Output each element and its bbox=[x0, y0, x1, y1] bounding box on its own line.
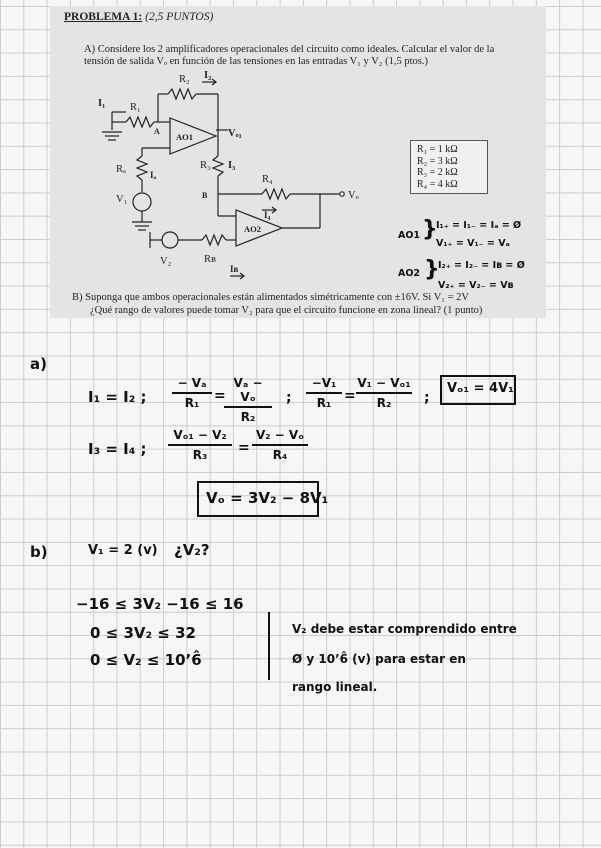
fraction-4 bbox=[356, 376, 412, 410]
conclusion-line2: Ø y 10’6̂ (v) para estar en bbox=[292, 652, 466, 666]
label-i4: I₄ bbox=[264, 210, 271, 220]
label-rb: Rʙ bbox=[204, 254, 216, 265]
fraction-3-den: R₁ bbox=[316, 396, 332, 410]
label-r3: R₃ bbox=[200, 160, 211, 171]
separator-1: ; bbox=[286, 390, 292, 406]
equals-2: = bbox=[344, 388, 356, 404]
value-r4: R₄ = 4 kΩ bbox=[417, 178, 458, 190]
value-r3: R₃ = 2 kΩ bbox=[417, 167, 458, 178]
label-vo1: Vₒ₁ bbox=[228, 128, 242, 139]
inequality-3: 0 ≤ V₂ ≤ 10’6̂ bbox=[90, 651, 202, 669]
component-values-box bbox=[410, 140, 488, 194]
equals-1: = bbox=[214, 388, 226, 404]
fraction-1-den: R₁ bbox=[184, 396, 200, 410]
inequality-1: −16 ≤ 3V₂ −16 ≤ 16 bbox=[76, 595, 244, 613]
question-v2: ¿V₂? bbox=[174, 541, 210, 559]
part-a-text-line1: A) Considere los 2 amplificadores operacionales del circuito como ideales. Calcular el valor de la bbox=[84, 44, 495, 55]
result-box-2 bbox=[197, 481, 329, 517]
fraction-5-bar bbox=[168, 444, 232, 446]
conclusion-brace-icon bbox=[268, 612, 273, 680]
note-ao1-eq2: V₁₊ = V₁₋ = Vₐ bbox=[436, 238, 510, 249]
problem-points: (2,5 PUNTOS) bbox=[145, 11, 214, 23]
fraction-1-num: − Vₐ bbox=[177, 376, 207, 390]
fraction-6-den: R₄ bbox=[272, 448, 288, 462]
separator-2: ; bbox=[424, 390, 430, 406]
given-v1: V₁ = 2 (v) bbox=[88, 543, 158, 558]
note-ao2-eq2: V₂₊ = V₂₋ = Vʙ bbox=[438, 280, 514, 291]
problem-statement bbox=[50, 6, 546, 318]
note-ao1-label: AO1 bbox=[398, 230, 421, 241]
eq-i1-i2: I₁ = I₂ ; bbox=[88, 388, 147, 406]
label-v2: V₂ bbox=[160, 256, 172, 267]
fraction-3-num: −V₁ bbox=[311, 376, 337, 390]
label-ra: Rₐ bbox=[116, 164, 126, 175]
fraction-1-bar bbox=[172, 392, 212, 394]
label-r2: R₂ bbox=[179, 74, 190, 85]
fraction-5 bbox=[168, 428, 232, 462]
brace-ao1-icon: } bbox=[422, 217, 438, 242]
result-vo: Vₒ = 3V₂ − 8V₁ bbox=[206, 489, 329, 507]
note-ao2-label: AO2 bbox=[398, 268, 421, 279]
fraction-3 bbox=[306, 376, 342, 410]
label-ib: Iʙ bbox=[230, 264, 239, 274]
result-box-1 bbox=[440, 375, 516, 405]
problem-number: PROBLEMA 1: bbox=[64, 11, 143, 23]
solution-b-label: b) bbox=[30, 543, 48, 561]
label-i2: I₂ bbox=[204, 70, 212, 81]
part-b-text-line1: B) Suponga que ambos operacionales están alimentados simétricamente con ±16V. Si V₁ = 2V bbox=[72, 292, 469, 303]
note-ao1-eq1: I₁₊ = I₁₋ = Iₐ = Ø bbox=[436, 220, 522, 231]
label-r4: R₄ bbox=[262, 174, 273, 185]
label-r1: R₁ bbox=[130, 102, 141, 113]
result-vo1: Vₒ₁ = 4V₁ bbox=[447, 381, 514, 396]
conclusion-line1: V₂ debe estar comprendido entre bbox=[292, 622, 517, 636]
label-i3: I₃ bbox=[228, 160, 236, 171]
value-r1: R₁ = 1 kΩ bbox=[417, 144, 458, 155]
label-node-a: A bbox=[154, 127, 160, 136]
fraction-2-bar bbox=[224, 406, 272, 408]
label-vo: Vₒ bbox=[348, 190, 359, 201]
label-node-b: B bbox=[202, 191, 208, 200]
part-a-text-line2: tensión de salida Vₒ en función de las tensiones en las entradas V₁ y V₂ (1,5 ptos.) bbox=[84, 56, 428, 67]
fraction-2 bbox=[224, 376, 272, 424]
value-r2: R₂ = 3 kΩ bbox=[417, 155, 458, 167]
solution-a-label: a) bbox=[30, 355, 47, 373]
note-ao2-eq1: I₂₊ = I₂₋ = Iʙ = Ø bbox=[438, 260, 525, 271]
fraction-5-den: R₃ bbox=[192, 448, 208, 462]
label-ao2: AO2 bbox=[244, 224, 261, 234]
fraction-6-num: V₂ − Vₒ bbox=[255, 428, 305, 442]
eq-i3-i4: I₃ = I₄ ; bbox=[88, 440, 147, 458]
fraction-4-num: V₁ − Vₒ₁ bbox=[357, 376, 411, 390]
fraction-5-num: Vₒ₁ − V₂ bbox=[173, 428, 227, 442]
fraction-4-den: R₂ bbox=[376, 396, 392, 410]
label-ia: Iₐ bbox=[150, 170, 157, 180]
inequality-2: 0 ≤ 3V₂ ≤ 32 bbox=[90, 624, 196, 642]
brace-ao2-icon: } bbox=[424, 257, 440, 282]
label-v1: V₁ bbox=[116, 194, 128, 205]
fraction-2-num: Vₐ − Vₒ bbox=[233, 376, 263, 404]
equals-3: = bbox=[238, 440, 250, 456]
label-i1: I₁ bbox=[98, 98, 106, 109]
conclusion-line3: rango lineal. bbox=[292, 680, 378, 694]
fraction-6-bar bbox=[252, 444, 308, 446]
label-ao1: AO1 bbox=[176, 132, 193, 142]
fraction-3-bar bbox=[306, 392, 342, 394]
fraction-6 bbox=[252, 428, 308, 462]
fraction-1 bbox=[172, 376, 212, 410]
fraction-4-bar bbox=[356, 392, 412, 394]
fraction-2-den: R₂ bbox=[240, 410, 256, 424]
part-b-text-line2: ¿Qué rango de valores puede tomar V₂ para que el circuito funcione en zona lineal? (1 punto) bbox=[90, 305, 483, 316]
